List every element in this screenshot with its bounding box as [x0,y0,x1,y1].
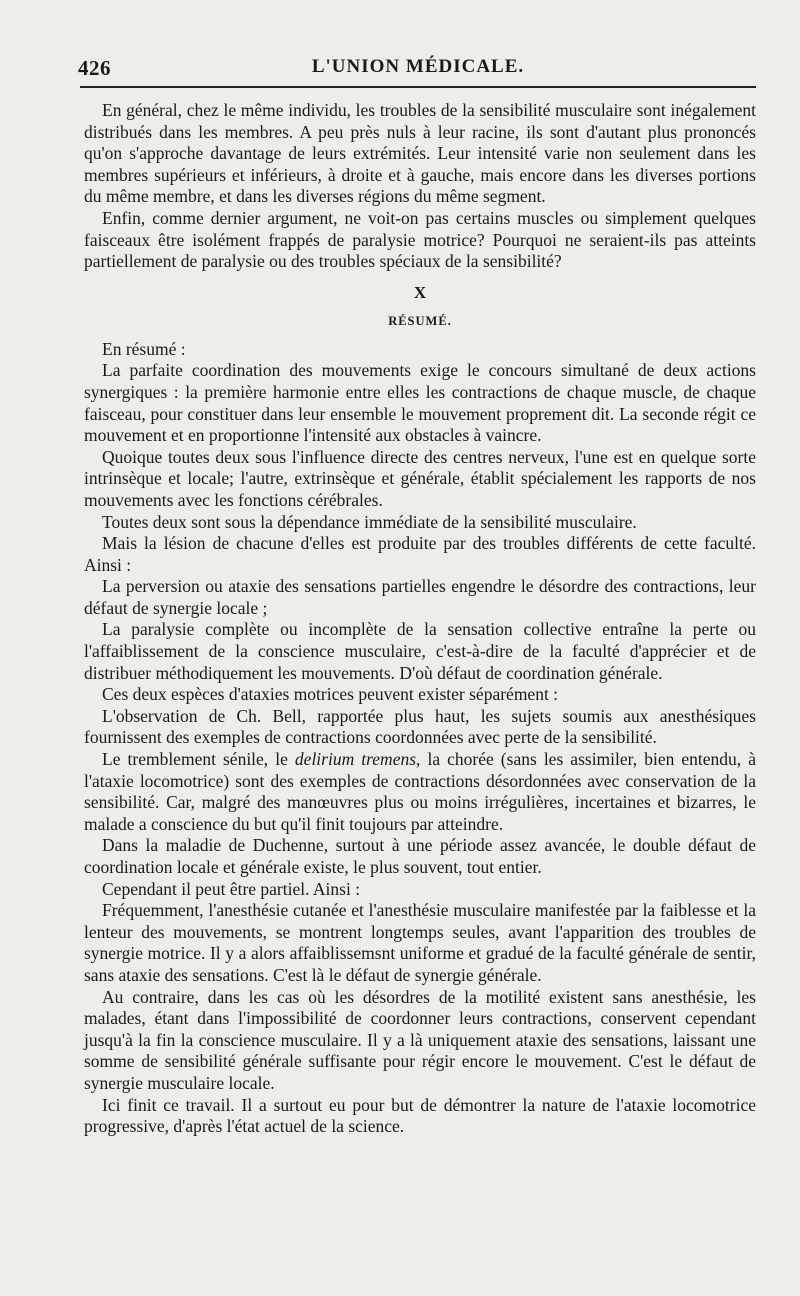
text-run: Le tremblement sénile, le [102,749,295,770]
running-title: L'UNION MÉDICALE. [311,56,525,77]
summary-paragraph: Quoique toutes deux sous l'influence directe des centres nerveux, l'une est en quelque sorte intrinsèque et locale; l'autre, extrinsèque et générale, établit spécialement les rapports de nos mouvements avec les fonctions cérébrales. [84,446,756,510]
summary-paragraph: Au contraire, dans les cas où les désordres de la motilité existent sans anesthésie, les malades, étant dans l'impossibilité de coordonner leurs contractions, conservent cependant jusqu'à la fin la conscience musculaire. Il y a là uniquement ataxie des sensations, laissant une somme de sensibilité générale suffisante pour régir encore le mouvement. C'est le défaut de synergie musculaire locale. [84,986,756,1093]
summary-paragraph: Mais la lésion de chacune d'elles est produite par des troubles différents de cette faculté. Ainsi : [84,533,756,575]
page-header [78,56,758,82]
italic-term: delirium tremens [294,749,417,770]
summary-paragraph: La parfaite coordination des mouvements exige le concours simultané de deux actions synergiques : la première harmonie entre elles les contractions de chaque muscle, de chaque faisceau, pour constituer dans leur ensemble le mouvement proprement dit. La seconde régit ce mouvement et en proportionne l'intensité aux obstacles à vaincre. [84,360,756,446]
summary-paragraph: Ici finit ce travail. Il a surtout eu pour but de démontrer la nature de l'ataxie locomotrice progressive, d'après l'état actuel de la science. [84,1094,756,1137]
page-number: 426 [78,56,111,80]
section-title: RÉSUMÉ. [388,313,452,328]
paragraph-last-argument: Enfin, comme dernier argument, ne voit-on pas certains muscles ou simplement quelques faisceaux être isolément frappés de paralysie motrice? Pourquoi ne seraient-ils pas atteints partiellement de paralysie ou des troubles spéciaux de la sensibilité? [84,207,756,272]
page-body [84,100,756,1138]
summary-paragraph: La perversion ou ataxie des sensations partielles engendre le désordre des contractions, leur défaut de synergie locale ; [84,576,756,618]
summary-paragraph: Toutes deux sont sous la dépendance immédiate de la sensibilité musculaire. [102,511,637,532]
summary-paragraph: La paralysie complète ou incomplète de la sensation collective entraîne la perte ou l'affaiblissement de la conscience musculaire, c'est-à-dire de la faculté d'apprécier et de distribuer méthodiquement les mouvements. D'où défaut de coordination générale. [84,619,756,683]
header-rule [80,86,756,88]
summary-paragraph: L'observation de Ch. Bell, rapportée plus haut, les sujets soumis aux anesthésiques fournissent des exemples de contractions coordonnées avec perte de la sensibilité. [84,705,756,748]
summary-paragraph: Cependant il peut être partiel. Ainsi : [102,878,361,899]
section-number: X [413,282,427,302]
text-run: , la chorée (sans les assimiler, bien entendu, à l'ataxie locomotrice) sont des exemples de contractions désordonnées avec conservation de la sensibilité. Car, malgré des manœuvres plus ou moins irrégulières, incertaines et bizarres, le malade a conscience du but qu'il finit toujours par atteindre. [84,749,756,834]
summary-paragraph: Dans la maladie de Duchenne, surtout à une période assez avancée, le double défaut de coordination locale et générale existe, le plus souvent, tout entier. [84,835,756,877]
summary-paragraph: Ces deux espèces d'ataxies motrices peuvent exister séparément : [102,684,559,705]
summary-paragraph: Fréquemment, l'anesthésie cutanée et l'anesthésie musculaire manifestée par la faiblesse et la lenteur des mouvements, se montrent longtemps seules, avant l'apparition des troubles de synergie motrice. Il y a alors affaiblissemsnt uniforme et gradué de la faculté générale de sentir, sans ataxie des sensations. C'est là le défaut de synergie générale. [84,900,756,985]
summary-lead: En résumé : [102,338,186,359]
paragraph-sensibility-distribution: En général, chez le même individu, les troubles de la sensibilité musculaire sont inégalement distribués dans les membres. A peu près nuls à leur racine, ils sont d'autant plus prononcés qu'on s'approche davantage de leurs extrémités. Leur intensité varie non seulement dans les membres supérieurs et inférieurs, à droite et à gauche, mais encore dans les diverses portions du même membre, et dans les diverses régions du même segment. [84,100,756,207]
summary-paragraph [84,749,756,835]
